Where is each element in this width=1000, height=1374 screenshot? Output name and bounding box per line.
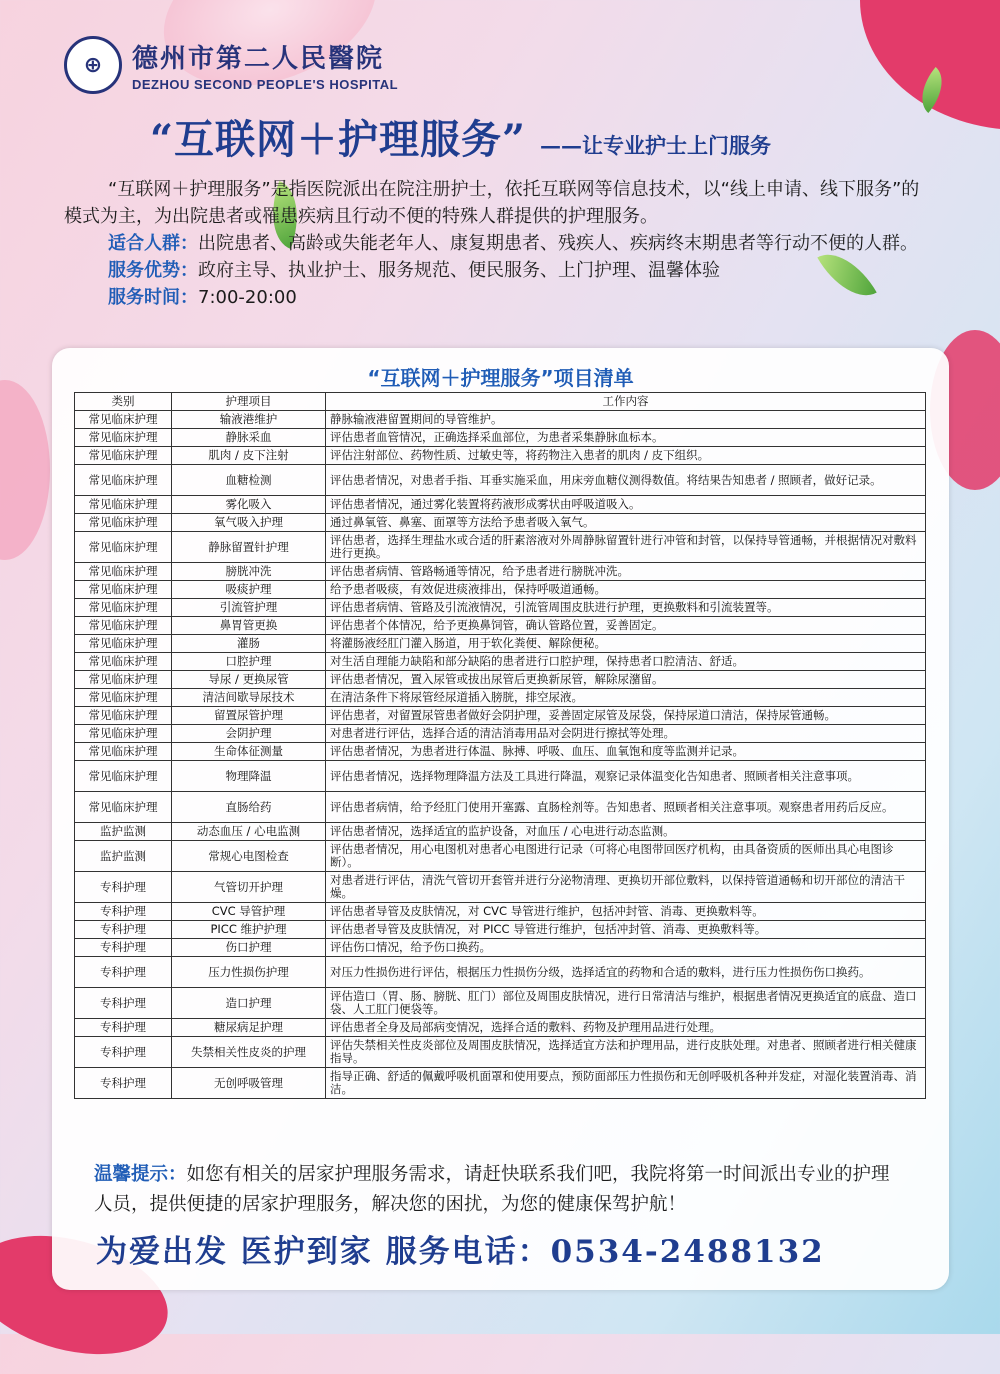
column-header: 工作内容 — [326, 393, 926, 411]
cell-item: 留置尿管护理 — [172, 707, 326, 725]
cell-category: 监护监测 — [75, 823, 172, 841]
cell-content: 评估患者，选择生理盐水或合适的肝素溶液对外周静脉留置针进行冲管和封管，以保持导管通畅，并根据情况对敷料进行更换。 — [326, 532, 926, 563]
cell-category: 专科护理 — [75, 1037, 172, 1068]
cell-category: 常见临床护理 — [75, 599, 172, 617]
cell-category: 常见临床护理 — [75, 725, 172, 743]
table-row — [75, 532, 926, 563]
cell-category: 专科护理 — [75, 1019, 172, 1037]
time-label: 服务时间： — [108, 287, 198, 308]
cell-content: 评估患者情况，选择物理降温方法及工具进行降温，观察记录体温变化告知患者、照顾者相关注意事项。 — [326, 761, 926, 792]
advantage-text: 政府主导、执业护士、服务规范、便民服务、上门护理、温馨体验 — [198, 260, 720, 281]
suitable-population — [64, 230, 934, 257]
cell-category: 专科护理 — [75, 957, 172, 988]
table-row — [75, 447, 926, 465]
intro-paragraph: “互联网＋护理服务”是指医院派出在院注册护士，依托互联网等信息技术，以“线上申请、线下服务”的模式为主，为出院患者或罹患疾病且行动不便的特殊人群提供的护理服务。 — [64, 179, 920, 227]
table-row — [75, 872, 926, 903]
cell-content: 给予患者吸痰，有效促进痰液排出，保持呼吸道通畅。 — [326, 581, 926, 599]
cell-content: 评估失禁相关性皮炎部位及周围皮肤情况，选择适宜方法和护理用品，进行皮肤处理。对患者、照顾者进行相关健康指导。 — [326, 1037, 926, 1068]
cell-item: 伤口护理 — [172, 939, 326, 957]
table-row — [75, 707, 926, 725]
cell-content: 评估患者病情、管路畅通等情况，给予患者进行膀胱冲洗。 — [326, 563, 926, 581]
cell-category: 常见临床护理 — [75, 689, 172, 707]
table-row — [75, 496, 926, 514]
table-row — [75, 617, 926, 635]
warm-tip — [94, 1160, 904, 1220]
cell-category: 常见临床护理 — [75, 707, 172, 725]
headline-title: “互联网＋护理服务” — [150, 116, 527, 163]
cell-content: 评估患者个体情况，给予更换鼻饲管，确认管路位置，妥善固定。 — [326, 617, 926, 635]
cell-item: 常规心电图检查 — [172, 841, 326, 872]
table-row — [75, 635, 926, 653]
cell-category: 专科护理 — [75, 1068, 172, 1099]
cell-category: 常见临床护理 — [75, 653, 172, 671]
table-row — [75, 725, 926, 743]
cell-content: 评估患者，对留置尿管患者做好会阴护理，妥善固定尿管及尿袋，保持尿道口清洁，保持尿管通畅。 — [326, 707, 926, 725]
cell-category: 常见临床护理 — [75, 532, 172, 563]
cell-category: 常见临床护理 — [75, 635, 172, 653]
cell-content: 静脉输液港留置期间的导管维护。 — [326, 411, 926, 429]
suitable-text: 出院患者、高龄或失能老年人、康复期患者、残疾人、疾病终末期患者等行动不便的人群。 — [198, 233, 918, 254]
advantage-label: 服务优势： — [108, 260, 198, 281]
table-row — [75, 465, 926, 496]
table-row — [75, 599, 926, 617]
table-row — [75, 988, 926, 1019]
time-text: 7:00-20:00 — [198, 287, 297, 308]
hospital-header — [64, 36, 398, 94]
cell-item: 静脉留置针护理 — [172, 532, 326, 563]
cell-item: 静脉采血 — [172, 429, 326, 447]
table-row — [75, 761, 926, 792]
cell-content: 指导正确、舒适的佩戴呼吸机面罩和使用要点，预防面部压力性损伤和无创呼吸机各种并发症，对湿化装置消毒、消洁。 — [326, 1068, 926, 1099]
cell-item: 失禁相关性皮炎的护理 — [172, 1037, 326, 1068]
cell-item: 造口护理 — [172, 988, 326, 1019]
cell-content: 对生活自理能力缺陷和部分缺陷的患者进行口腔护理，保持患者口腔清洁、舒适。 — [326, 653, 926, 671]
hospital-logo-icon: ⊕ — [64, 36, 122, 94]
cell-content: 在清洁条件下将尿管经尿道插入膀胱，排空尿液。 — [326, 689, 926, 707]
cell-category: 常见临床护理 — [75, 429, 172, 447]
cell-content: 通过鼻氧管、鼻塞、面罩等方法给予患者吸入氧气。 — [326, 514, 926, 532]
cell-item: 鼻胃管更换 — [172, 617, 326, 635]
table-row — [75, 411, 926, 429]
table-row — [75, 1068, 926, 1099]
tip-label: 温馨提示： — [94, 1164, 187, 1185]
cell-category: 监护监测 — [75, 841, 172, 872]
column-header: 护理项目 — [172, 393, 326, 411]
table-row — [75, 1019, 926, 1037]
cell-item: 血糖检测 — [172, 465, 326, 496]
cell-item: 无创呼吸管理 — [172, 1068, 326, 1099]
cell-item: 输液港维护 — [172, 411, 326, 429]
table-row — [75, 957, 926, 988]
column-header: 类别 — [75, 393, 172, 411]
tip-text: 如您有相关的居家护理服务需求，请赶快联系我们吧，我院将第一时间派出专业的护理人员，提供便捷的居家护理服务，解决您的困扰，为您的健康保驾护航！ — [94, 1164, 890, 1215]
cell-item: 清洁间歇导尿技术 — [172, 689, 326, 707]
cell-category: 专科护理 — [75, 921, 172, 939]
table-row — [75, 514, 926, 532]
cell-content: 评估患者情况，为患者进行体温、脉搏、呼吸、血压、血氧饱和度等监测并记录。 — [326, 743, 926, 761]
cell-content: 对患者进行评估，选择合适的清洁消毒用品对会阴进行擦拭等处理。 — [326, 725, 926, 743]
cell-category: 专科护理 — [75, 988, 172, 1019]
cell-content: 评估患者情况，用心电图机对患者心电图进行记录（可将心电图带回医疗机构，由具备资质的医师出具心电图诊断）。 — [326, 841, 926, 872]
table-header-row — [75, 393, 926, 411]
cell-item: 生命体征测量 — [172, 743, 326, 761]
cell-content: 评估患者全身及局部病变情况，选择合适的敷料、药物及护理用品进行处理。 — [326, 1019, 926, 1037]
cell-item: 导尿 / 更换尿管 — [172, 671, 326, 689]
cell-content: 评估患者病情，给予经肛门使用开塞露、直肠栓剂等。告知患者、照顾者相关注意事项。观察患者用药后反应。 — [326, 792, 926, 823]
table-row — [75, 689, 926, 707]
table-body — [75, 411, 926, 1099]
cell-category: 常见临床护理 — [75, 447, 172, 465]
cell-content: 评估患者情况，通过雾化装置将药液形成雾状由呼吸道吸入。 — [326, 496, 926, 514]
cell-category: 常见临床护理 — [75, 465, 172, 496]
table-row — [75, 939, 926, 957]
cell-content: 评估伤口情况，给予伤口换药。 — [326, 939, 926, 957]
table-row — [75, 671, 926, 689]
cell-item: 口腔护理 — [172, 653, 326, 671]
hospital-name-en: DEZHOU SECOND PEOPLE'S HOSPITAL — [132, 77, 399, 92]
table-row — [75, 581, 926, 599]
hospital-name — [132, 38, 398, 92]
cell-content: 评估患者导管及皮肤情况，对 PICC 导管进行维护，包括冲封管、消毒、更换敷料等。 — [326, 921, 926, 939]
cell-item: 糖尿病足护理 — [172, 1019, 326, 1037]
cell-category: 专科护理 — [75, 903, 172, 921]
table-row — [75, 823, 926, 841]
cell-content: 评估注射部位、药物性质、过敏史等，将药物注入患者的肌肉 / 皮下组织。 — [326, 447, 926, 465]
hospital-name-cn: 德州市第二人民醫院 — [132, 44, 385, 74]
cell-category: 专科护理 — [75, 939, 172, 957]
cell-item: 会阴护理 — [172, 725, 326, 743]
cell-item: 压力性损伤护理 — [172, 957, 326, 988]
cell-item: 氧气吸入护理 — [172, 514, 326, 532]
cell-category: 常见临床护理 — [75, 743, 172, 761]
cell-content: 评估患者情况，置入尿管或拔出尿管后更换新尿管，解除尿潴留。 — [326, 671, 926, 689]
table-row — [75, 841, 926, 872]
table-row — [75, 563, 926, 581]
cell-category: 常见临床护理 — [75, 617, 172, 635]
cell-category: 常见临床护理 — [75, 563, 172, 581]
cell-content: 对压力性损伤进行评估，根据压力性损伤分级，选择适宜的药物和合适的敷料，进行压力性损伤伤口换药。 — [326, 957, 926, 988]
cell-item: 气管切开护理 — [172, 872, 326, 903]
slogan-and-phone: 为爱出发 医护到家 服务电话：0534-2488132 — [96, 1234, 825, 1270]
intro-section — [64, 176, 934, 311]
cell-content: 将灌肠液经肛门灌入肠道，用于软化粪便、解除便秘。 — [326, 635, 926, 653]
cell-item: 直肠给药 — [172, 792, 326, 823]
cell-content: 评估患者血管情况，正确选择采血部位，为患者采集静脉血标本。 — [326, 429, 926, 447]
cell-category: 常见临床护理 — [75, 496, 172, 514]
cell-content: 评估患者情况，对患者手指、耳垂实施采血，用床旁血糖仪测得数值。将结果告知患者 / 照顾者，做好记录。 — [326, 465, 926, 496]
cell-category: 常见临床护理 — [75, 761, 172, 792]
service-advantage — [64, 257, 934, 284]
table-row — [75, 903, 926, 921]
service-time — [64, 284, 934, 311]
cell-category: 常见临床护理 — [75, 581, 172, 599]
service-list-panel — [52, 348, 949, 1290]
cell-item: 灌肠 — [172, 635, 326, 653]
cell-content: 评估造口（胃、肠、膀胱、肛门）部位及周围皮肤情况，进行日常清洁与维护，根据患者情况更换适宜的底盘、造口袋、人工肛门便袋等。 — [326, 988, 926, 1019]
table-row — [75, 792, 926, 823]
headline — [150, 108, 771, 165]
headline-subtitle: ——让专业护士上门服务 — [540, 133, 772, 158]
cell-content: 对患者进行评估，清洗气管切开套管并进行分泌物清理、更换切开部位敷料，以保持管道通畅和切开部位的清洁干燥。 — [326, 872, 926, 903]
cell-category: 常见临床护理 — [75, 671, 172, 689]
cell-item: 吸痰护理 — [172, 581, 326, 599]
cell-category: 专科护理 — [75, 872, 172, 903]
suitable-label: 适合人群： — [108, 233, 198, 254]
table-title: “互联网＋护理服务”项目清单 — [367, 366, 634, 390]
cell-item: CVC 导管护理 — [172, 903, 326, 921]
cell-content: 评估患者导管及皮肤情况，对 CVC 导管进行维护，包括冲封管、消毒、更换敷料等。 — [326, 903, 926, 921]
cell-item: 物理降温 — [172, 761, 326, 792]
table-row — [75, 921, 926, 939]
cell-category: 常见临床护理 — [75, 792, 172, 823]
cell-item: 引流管护理 — [172, 599, 326, 617]
table-row — [75, 743, 926, 761]
table-row — [75, 1037, 926, 1068]
table-row — [75, 653, 926, 671]
service-table — [74, 392, 926, 1099]
cell-item: 膀胱冲洗 — [172, 563, 326, 581]
background-petal — [0, 380, 50, 560]
cell-item: 肌肉 / 皮下注射 — [172, 447, 326, 465]
cell-category: 常见临床护理 — [75, 411, 172, 429]
cell-item: 雾化吸入 — [172, 496, 326, 514]
table-row — [75, 429, 926, 447]
cell-content: 评估患者病情、管路及引流液情况，引流管周围皮肤进行护理，更换敷料和引流装置等。 — [326, 599, 926, 617]
cell-item: PICC 维护护理 — [172, 921, 326, 939]
cell-item: 动态血压 / 心电监测 — [172, 823, 326, 841]
cell-content: 评估患者情况，选择适宜的监护设备，对血压 / 心电进行动态监测。 — [326, 823, 926, 841]
cell-category: 常见临床护理 — [75, 514, 172, 532]
